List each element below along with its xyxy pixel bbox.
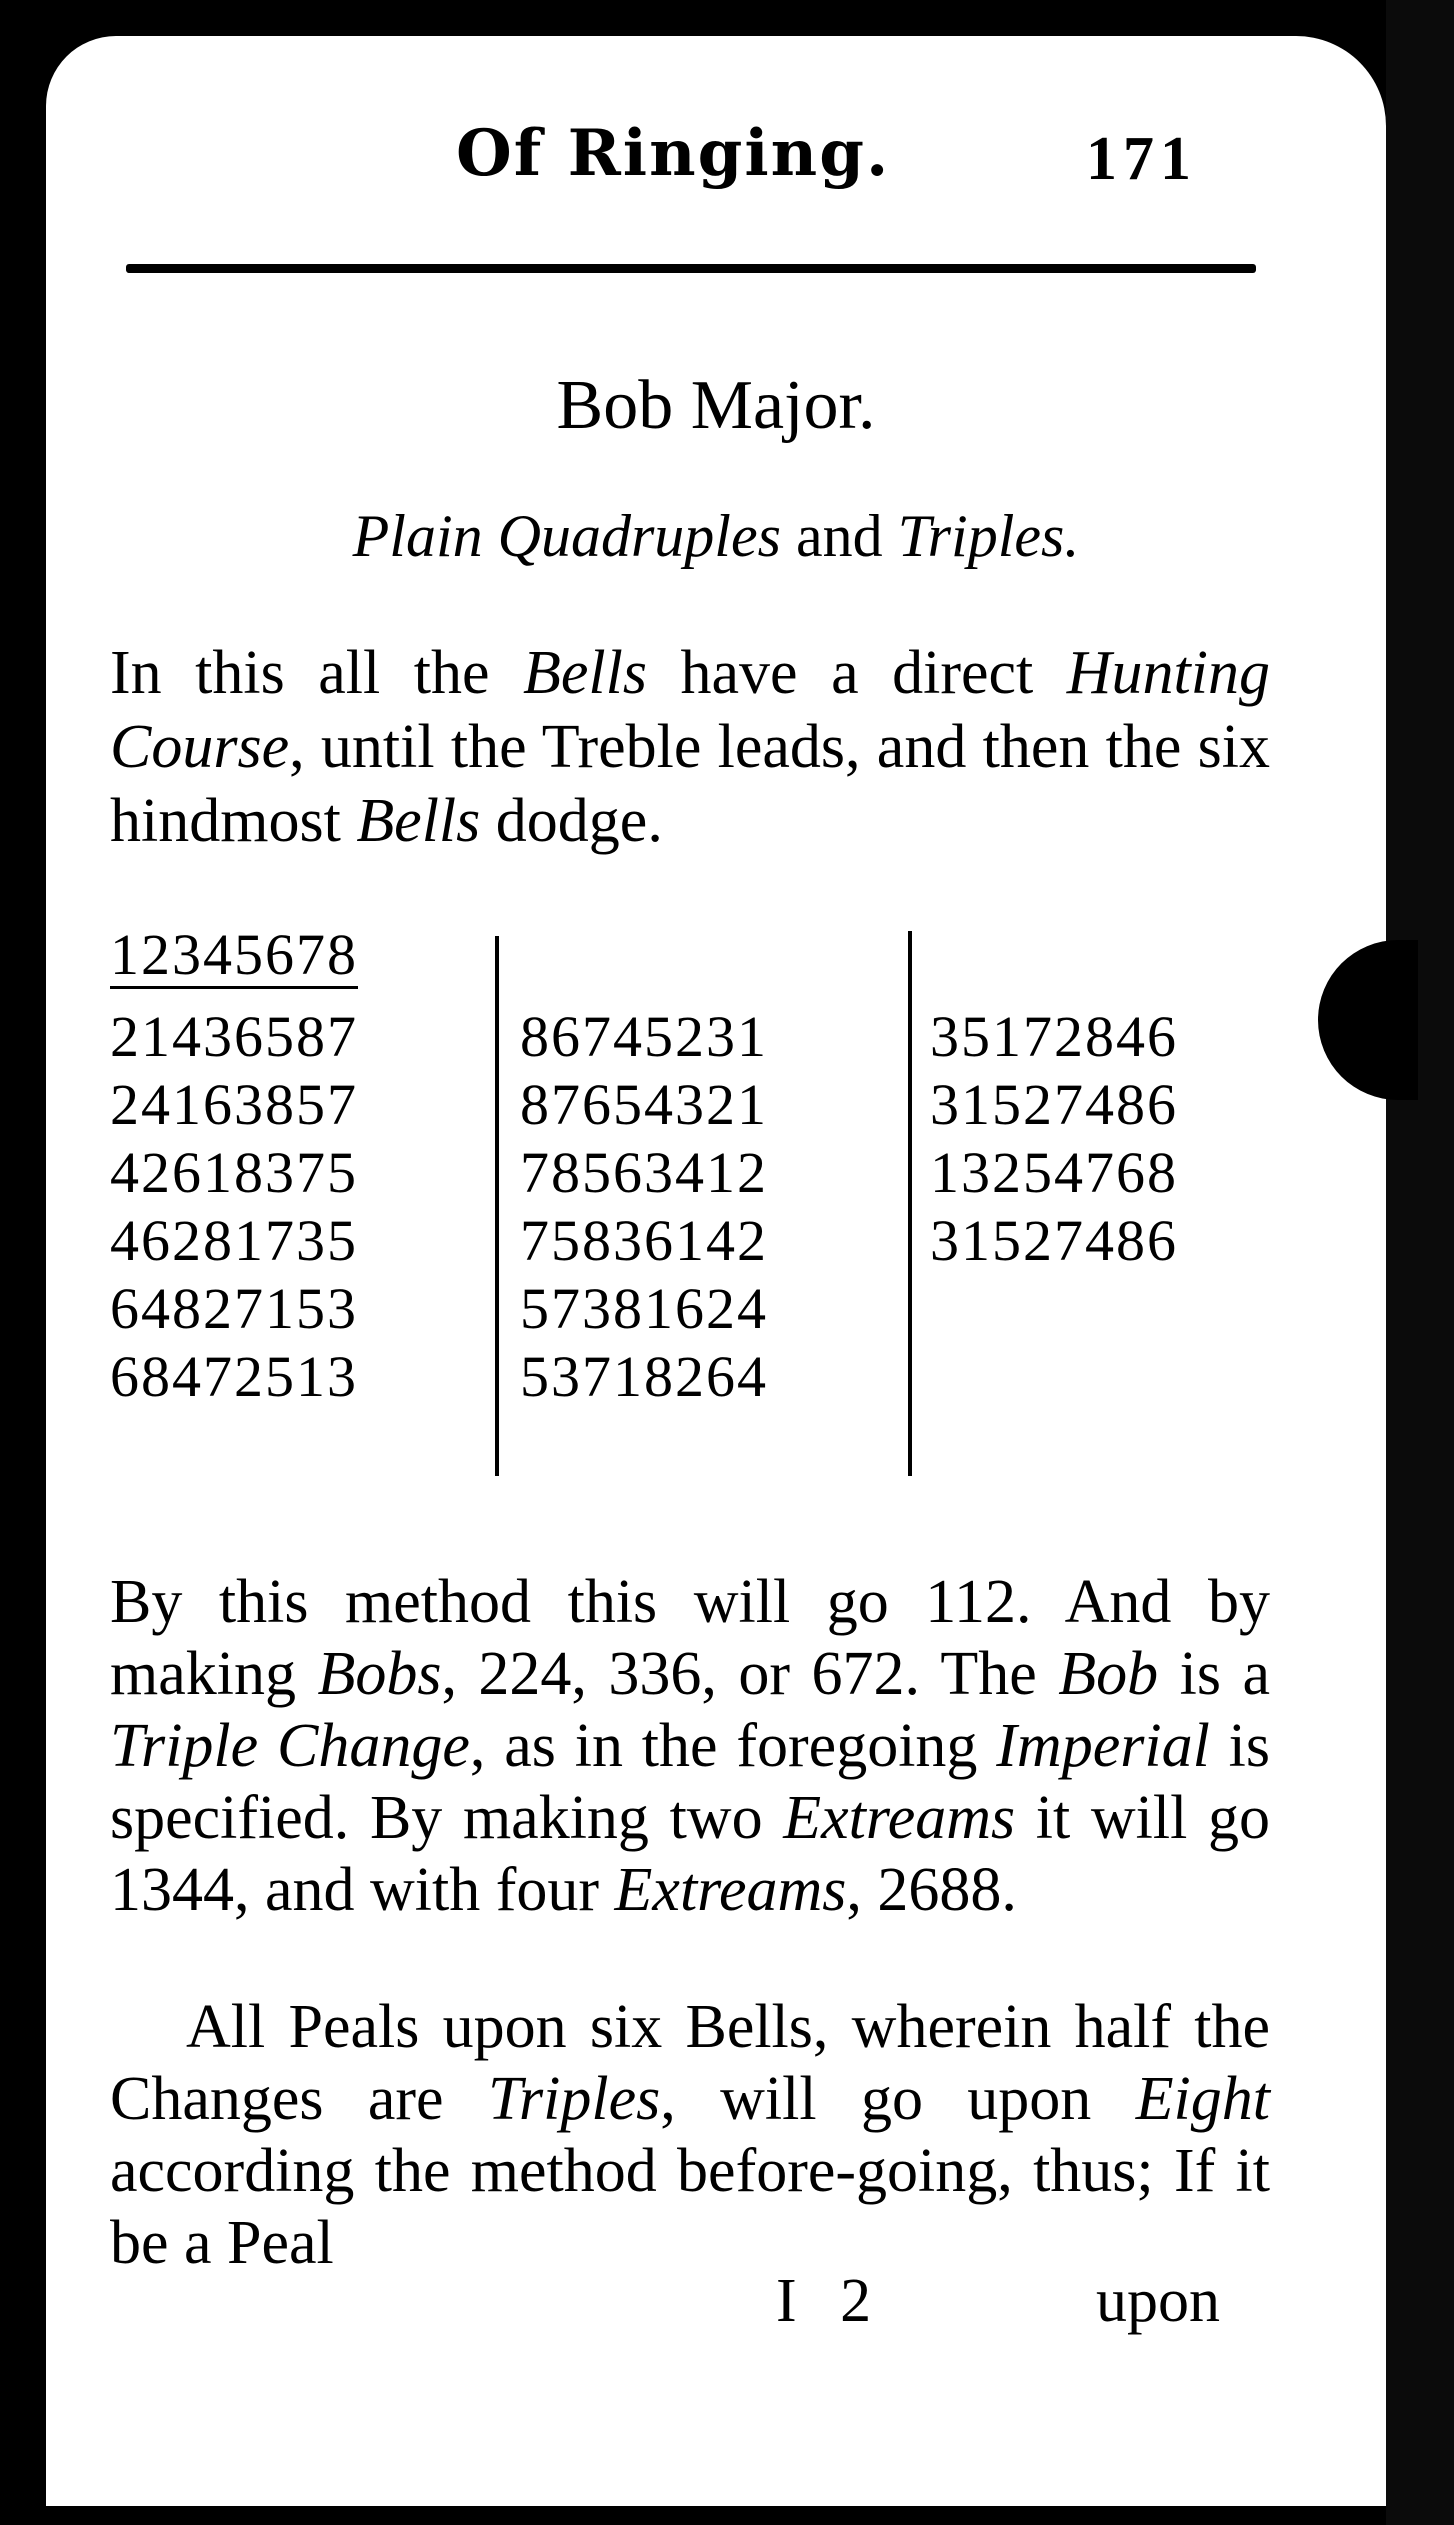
subheading-part: Plain Quadruples (352, 503, 781, 569)
section-heading: Bob Major. (556, 367, 876, 444)
change-row: 31527486 (930, 1072, 1178, 1137)
subheading-part: Triples. (897, 503, 1080, 569)
section-subheading (46, 502, 1386, 571)
text-run: , until the Treble leads, and then the six hindmost (110, 713, 1270, 855)
text-run: have a direct (647, 639, 1067, 707)
change-row: 68472513 (110, 1344, 358, 1409)
change-row: 75836142 (520, 1208, 768, 1273)
text-run: Bob (1058, 1640, 1159, 1708)
text-run: Imperial (996, 1712, 1210, 1780)
change-row: 64827153 (110, 1276, 358, 1341)
text-run: Bells (523, 639, 647, 707)
change-row: 31527486 (930, 1208, 1178, 1273)
change-row: 35172846 (930, 1004, 1178, 1069)
change-row: 86745231 (520, 1004, 768, 1069)
header-rule (126, 264, 1256, 273)
page-header (46, 116, 1386, 206)
column-divider (495, 936, 499, 1476)
text-run: , will go upon (660, 2065, 1136, 2133)
text-run: Bobs (317, 1640, 442, 1708)
rounds-row: 12345678 (110, 922, 358, 987)
text-run: is specified. By making two (110, 1712, 1271, 1852)
running-title: Of Ringing. (456, 116, 891, 191)
change-row: 87654321 (520, 1072, 768, 1137)
page-number: 171 (1086, 125, 1197, 193)
change-row: 21436587 (110, 1004, 358, 1069)
text-run: Extreams (614, 1856, 847, 1924)
change-row: 13254768 (930, 1140, 1178, 1205)
book-page (46, 36, 1386, 2506)
change-row: 46281735 (110, 1208, 358, 1273)
catchword: upon (1096, 2267, 1220, 2335)
text-run: Extreams (783, 1784, 1016, 1852)
changes-table (110, 921, 1270, 1481)
change-row: 24163857 (110, 1072, 358, 1137)
text-run: , 2688. (846, 1856, 1017, 1924)
change-row: 42618375 (110, 1140, 358, 1205)
catchline (46, 2266, 1386, 2346)
signature-mark: I 2 (776, 2267, 886, 2335)
changes-column-1 (110, 921, 480, 1411)
text-run: dodge. (480, 787, 663, 855)
text-run: Hunting Course (110, 639, 1270, 781)
column-divider (908, 931, 912, 1476)
text-run: is a (1158, 1640, 1270, 1708)
intro-paragraph (110, 636, 1270, 858)
text-run: Triple Change (110, 1712, 470, 1780)
text-run: Bells (356, 787, 481, 855)
text-run: Triples (487, 2065, 661, 2133)
paragraph-2 (110, 1991, 1270, 2279)
text-run: , 224, 336, or 672. The (441, 1640, 1059, 1708)
change-row: 57381624 (520, 1276, 768, 1341)
text-run: it will go 1344, and with four (110, 1784, 1271, 1924)
changes-column-3 (930, 921, 1260, 1275)
subheading-part: and (795, 503, 883, 569)
text-run: Eight (1135, 2065, 1271, 2133)
changes-column-2 (520, 921, 890, 1411)
text-run: All Peals upon six Bells, wherein half the Changes are (110, 1993, 1270, 2133)
text-run: By this method this will go 112. And by making (110, 1568, 1270, 1708)
change-row: 53718264 (520, 1344, 768, 1409)
text-run: according the method before-going, thus; If it be a Peal (110, 2137, 1270, 2277)
paragraph-1 (110, 1566, 1270, 1926)
book-edge (1386, 0, 1454, 2525)
text-run: In this all the (110, 639, 524, 707)
text-run: , as in the foregoing (469, 1712, 997, 1780)
change-row: 78563412 (520, 1140, 768, 1205)
